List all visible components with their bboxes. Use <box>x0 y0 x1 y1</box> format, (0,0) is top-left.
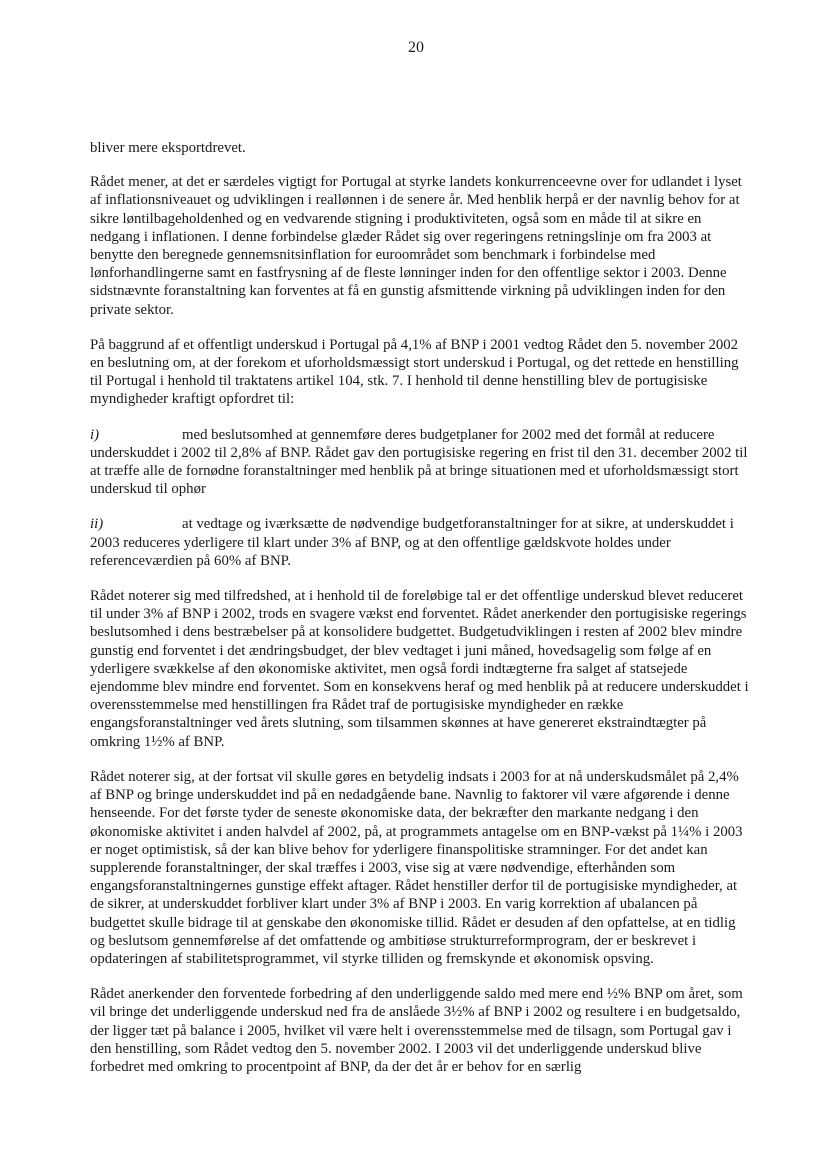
list-item-text: med beslutsomhed at gennemføre deres budgetplaner for 2002 med det formål at reducere underskuddet i 2002 til 2,8% af BNP. Rådet gav den portugisiske regering en frist til den 31. december 2002 til at træffe alle de fornødne foranstaltninger med henblik på at bringe situationen med et uforholdsmæssigt stort underskud til ophør <box>90 426 748 498</box>
paragraph-further-effort: Rådet noterer sig, at der fortsat vil skulle gøres en betydelig indsats i 2003 for at nå underskudsmålet på 2,4% af BNP og bringe underskuddet ind på en nedadgående bane. Navnlig to faktorer vil være afgørende i denne henseende. For det første tyder de seneste økonomiske data, der bekræfter den markante nedgang i den økonomiske aktivitet i anden halvdel af 2002, på, at programmets antagelse om en BNP-vækst på 1¼% i 2003 er noget optimistisk, så der kan blive behov for yderligere finanspolitiske stramninger. For det andet kan supplerende foranstaltninger, der skal træffes i 2003, vise sig at være nødvendige, efterhånden som engangsforanstaltningernes gunstige effekt aftager. Rådet henstiller derfor til de portugisiske myndigheder, at de sikrer, at underskuddet forbliver klart under 3% af BNP i 2003. En varig korrektion af ubalancen på budgettet skulle bidrage til at genskabe den økonomiske tillid. Rådet er desuden af den opfattelse, at en tidlig og beslutsom gennemførelse af det omfattende og ambitiøse strukturreformprogram, der er beskrevet i opdateringen af stabilitetsprogrammet, vil styrke tilliden og fremskynde et økonomisk opsving. <box>90 768 743 967</box>
list-item-marker: i) <box>90 426 100 443</box>
document-body <box>90 139 750 1093</box>
list-item-text: at vedtage og iværksætte de nødvendige budgetforanstaltninger for at sikre, at underskuddet i 2003 reduceres yderligere til klart under 3% af BNP, og at den offentlige gældskvote holdes under referenceværdien på 60% af BNP. <box>90 516 734 569</box>
list-item <box>90 515 750 570</box>
paragraph-underlying-balance: Rådet anerkender den forventede forbedring af den underliggende saldo med mere end ½% BNP om året, som vil bringe det underliggende underskud ned fra de anslåede 3½% af BNP i 2002 og resultere i en budgetsaldo, der ligger tæt på balance i 2005, hvilket vil være helt i overensstemmelse med de tilsagn, som Portugal gav i den henstilling, som Rådet vedtog den 5. november 2002. I 2003 vil det underliggende underskud blive forbedret med omkring to procentpoint af BNP, da der det år er behov for en særlig <box>90 986 743 1075</box>
page-number: 20 <box>408 39 424 56</box>
list-item <box>90 426 750 499</box>
paragraph-continuation: bliver mere eksportdrevet. <box>90 140 246 156</box>
list-item-marker: ii) <box>90 516 104 533</box>
paragraph-deficit-background: På baggrund af et offentligt underskud i Portugal på 4,1% af BNP i 2001 vedtog Rådet den 5. november 2002 en beslutning om, at der forekom et uforholdsmæssigt stort underskud i Portugal, og det rettede en henstilling til Portugal i henhold til traktatens artikel 104, stk. 7. I henhold til denne henstilling blev de portugisiske myndigheder kraftigt opfordret til: <box>90 336 739 408</box>
paragraph-satisfaction: Rådet noterer sig med tilfredshed, at i henhold til de foreløbige tal er det offentlige underskud blevet reduceret til under 3% af BNP i 2002, trods en svagere vækst end forventet. Rådet anerkender den portugisiske regerings beslutsomhed i dens bestræbelser på at konsolidere budgettet. Budgetudviklingen i resten af 2002 blev mindre gunstig end forventet i det ændringsbudget, der blev vedtaget i juni måned, hovedsagelig som følge af en yderligere svækkelse af den økonomiske aktivitet, men også fordi indtægterne fra salget af statsejede ejendomme blev mindre end forventet. Som en konsekvens heraf og med henblik på at reducere underskuddet i overensstemmelse med henstillingen fra Rådet traf de portugisiske myndigheder en række engangsforanstaltninger ved årets slutning, som tilsammen skønnes at have genereret ekstraindtægter på omkring 1½% af BNP. <box>90 588 749 750</box>
paragraph-competitiveness: Rådet mener, at det er særdeles vigtigt for Portugal at styrke landets konkurrenceevne over for udlandet i lyset af inflationsniveauet og udviklingen i reallønnen i de senere år. Med henblik herpå er der navnlig behov for at sikre løntilbageholdenhed og en vedvarende stigning i produktiviteten, også som en måde til at sikre en nedgang i inflationen. I denne forbindelse glæder Rådet sig over regeringens retningslinje om fra 2003 at benytte den beregnede gennemsnitsinflation for euroområdet som benchmark i forbindelse med lønforhandlingerne samt en fastfrysning af de fleste lønninger inden for den offentlige sektor i 2003. Denne sidstnævnte foranstaltning kan forventes at få en gunstig afsmittende virkning på udviklingen inden for den private sektor. <box>90 174 742 318</box>
